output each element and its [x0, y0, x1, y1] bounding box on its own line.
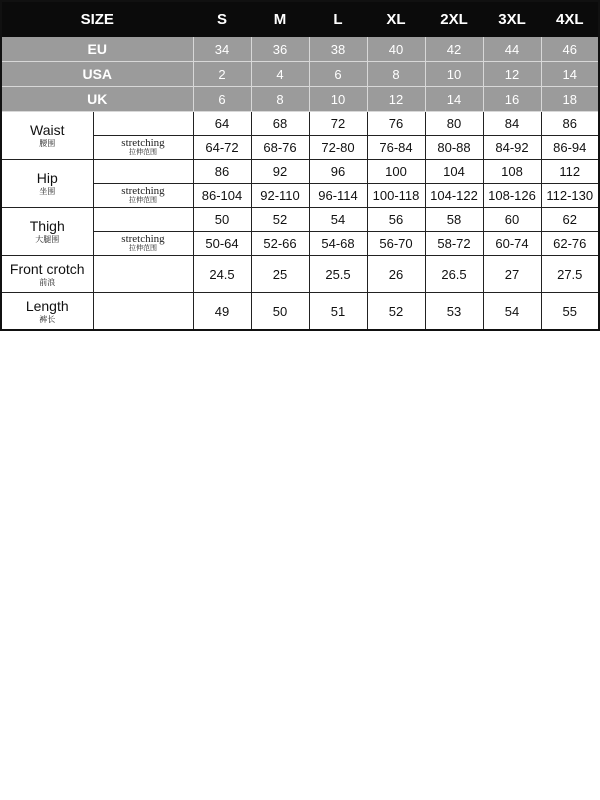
measure-name: Hip: [36, 170, 58, 186]
size-header-2xl: 2XL: [425, 1, 483, 37]
table-cell: 92-110: [251, 184, 309, 208]
table-cell: 108-126: [483, 184, 541, 208]
size-header-3xl: 3XL: [483, 1, 541, 37]
table-cell: 27: [483, 256, 541, 293]
table-cell: 52: [367, 293, 425, 331]
table-cell: 18: [541, 87, 599, 112]
table-cell: 54-68: [309, 232, 367, 256]
table-cell: 6: [193, 87, 251, 112]
table-cell: 8: [367, 62, 425, 87]
measure-label-thigh: [1, 208, 93, 256]
table-cell: 58-72: [425, 232, 483, 256]
hip-row: [1, 160, 599, 184]
table-cell: 80-88: [425, 136, 483, 160]
table-cell: 62: [541, 208, 599, 232]
table-cell: 52-66: [251, 232, 309, 256]
table-cell: 112: [541, 160, 599, 184]
table-cell: 50-64: [193, 232, 251, 256]
measure-label-length: [1, 293, 93, 331]
table-cell: 60: [483, 208, 541, 232]
table-cell: 53: [425, 293, 483, 331]
measure-name: Waist: [30, 122, 65, 138]
table-cell: 52: [251, 208, 309, 232]
size-header-xl: XL: [367, 1, 425, 37]
table-cell: 36: [251, 37, 309, 62]
table-cell: 72: [309, 112, 367, 136]
table-cell: 2: [193, 62, 251, 87]
stretching-label: [93, 232, 193, 256]
table-cell: 84: [483, 112, 541, 136]
size-chart: [0, 0, 600, 331]
table-cell: 49: [193, 293, 251, 331]
table-cell: 100-118: [367, 184, 425, 208]
table-cell: 58: [425, 208, 483, 232]
table-cell: 86-94: [541, 136, 599, 160]
table-cell: 51: [309, 293, 367, 331]
sub-label-empty: [93, 208, 193, 232]
table-cell: 104: [425, 160, 483, 184]
measure-name-cn: 裤长: [39, 314, 56, 324]
stretching-text-cn: 拉伸范围: [129, 245, 157, 252]
sub-label-empty: [93, 112, 193, 136]
table-cell: 6: [309, 62, 367, 87]
table-cell: 72-80: [309, 136, 367, 160]
length-row: [1, 293, 599, 331]
measure-name-cn: 前浪: [39, 277, 56, 287]
size-header-s: S: [193, 1, 251, 37]
measure-name-cn: 腰围: [39, 139, 56, 148]
table-cell: 50: [193, 208, 251, 232]
table-cell: 76-84: [367, 136, 425, 160]
table-cell: 86: [193, 160, 251, 184]
sub-label-empty: [93, 256, 193, 293]
size-header-label: SIZE: [1, 1, 193, 37]
table-cell: 96-114: [309, 184, 367, 208]
table-cell: 84-92: [483, 136, 541, 160]
table-cell: 14: [425, 87, 483, 112]
stretching-text-cn: 拉伸范围: [129, 149, 157, 156]
table-cell: 68: [251, 112, 309, 136]
table-cell: 25: [251, 256, 309, 293]
table-cell: 34: [193, 37, 251, 62]
table-cell: 10: [309, 87, 367, 112]
table-cell: 25.5: [309, 256, 367, 293]
table-cell: 10: [425, 62, 483, 87]
table-cell: 38: [309, 37, 367, 62]
table-cell: 56-70: [367, 232, 425, 256]
measure-name: Thigh: [29, 218, 65, 234]
table-cell: 54: [309, 208, 367, 232]
size-header-4xl: 4XL: [541, 1, 599, 37]
table-cell: 55: [541, 293, 599, 331]
stretching-label: [93, 184, 193, 208]
waist-row: [1, 112, 599, 136]
table-cell: 12: [367, 87, 425, 112]
region-row-usa: [1, 62, 599, 87]
table-cell: 96: [309, 160, 367, 184]
thigh-row: [1, 208, 599, 232]
stretching-text: stretching: [121, 233, 165, 245]
table-cell: 24.5: [193, 256, 251, 293]
table-cell: 8: [251, 87, 309, 112]
table-cell: 26.5: [425, 256, 483, 293]
table-cell: 42: [425, 37, 483, 62]
table-cell: 44: [483, 37, 541, 62]
table-cell: 60-74: [483, 232, 541, 256]
stretching-label: [93, 136, 193, 160]
table-cell: 16: [483, 87, 541, 112]
table-cell: 14: [541, 62, 599, 87]
table-cell: 86: [541, 112, 599, 136]
size-header-m: M: [251, 1, 309, 37]
table-cell: 92: [251, 160, 309, 184]
table-cell: 50: [251, 293, 309, 331]
measure-label-waist: [1, 112, 93, 160]
table-cell: 26: [367, 256, 425, 293]
region-label: USA: [1, 62, 193, 87]
table-cell: 56: [367, 208, 425, 232]
table-cell: 54: [483, 293, 541, 331]
stretching-text: stretching: [121, 185, 165, 197]
size-header-l: L: [309, 1, 367, 37]
table-cell: 62-76: [541, 232, 599, 256]
size-table: [0, 0, 600, 331]
measure-name: Front crotch: [9, 260, 85, 277]
measure-name-cn: 坐围: [39, 187, 56, 196]
front-crotch-row: [1, 256, 599, 293]
table-cell: 80: [425, 112, 483, 136]
region-row-eu: [1, 37, 599, 62]
sub-label-empty: [93, 160, 193, 184]
stretching-text-cn: 拉伸范围: [129, 197, 157, 204]
table-cell: 4: [251, 62, 309, 87]
region-row-uk: [1, 87, 599, 112]
region-label: UK: [1, 87, 193, 112]
table-cell: 46: [541, 37, 599, 62]
header-row: [1, 1, 599, 37]
table-cell: 27.5: [541, 256, 599, 293]
region-label: EU: [1, 37, 193, 62]
sub-label-empty: [93, 293, 193, 331]
table-cell: 108: [483, 160, 541, 184]
table-cell: 112-130: [541, 184, 599, 208]
table-cell: 12: [483, 62, 541, 87]
table-cell: 68-76: [251, 136, 309, 160]
measure-name: Length: [25, 297, 69, 314]
table-cell: 100: [367, 160, 425, 184]
measure-label-front-crotch: [1, 256, 93, 293]
table-cell: 76: [367, 112, 425, 136]
table-cell: 86-104: [193, 184, 251, 208]
table-cell: 104-122: [425, 184, 483, 208]
measure-label-hip: [1, 160, 93, 208]
table-cell: 64-72: [193, 136, 251, 160]
table-cell: 64: [193, 112, 251, 136]
stretching-text: stretching: [121, 137, 165, 149]
table-cell: 40: [367, 37, 425, 62]
measure-name-cn: 大腿围: [35, 235, 60, 244]
